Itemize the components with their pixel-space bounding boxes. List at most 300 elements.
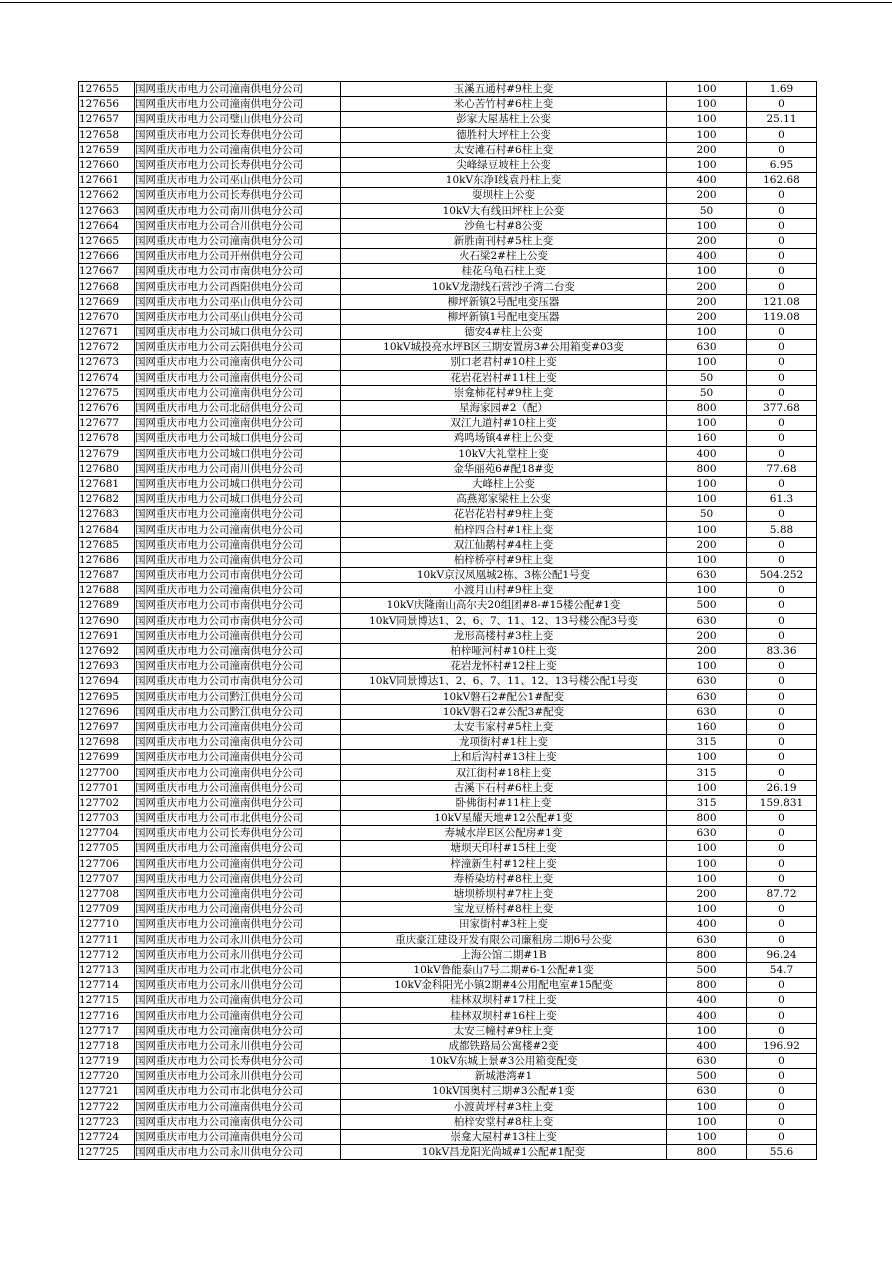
cell-transformer-name: 塘坝桥坝村#7柱上变 [341, 886, 667, 901]
cell-id: 127659 [79, 142, 135, 157]
cell-id: 127680 [79, 461, 135, 476]
cell-value: 0 [747, 279, 817, 294]
cell-company: 国网重庆市电力公司潼南供电分公司 [135, 233, 341, 248]
cell-capacity: 160 [667, 719, 747, 734]
cell-value: 77.68 [747, 461, 817, 476]
cell-company: 国网重庆市电力公司潼南供电分公司 [135, 370, 341, 385]
cell-company: 国网重庆市电力公司巫山供电分公司 [135, 294, 341, 309]
cell-company: 国网重庆市电力公司潼南供电分公司 [135, 385, 341, 400]
cell-transformer-name: 双江仙鹅村#4柱上变 [341, 537, 667, 552]
cell-transformer-name: 小渡黄坪村#3柱上变 [341, 1099, 667, 1114]
cell-value: 5.88 [747, 522, 817, 537]
table-row [79, 1038, 817, 1053]
cell-id: 127724 [79, 1129, 135, 1144]
table-row [79, 1069, 817, 1084]
cell-capacity: 400 [667, 1008, 747, 1023]
cell-id: 127690 [79, 613, 135, 628]
table-row [79, 993, 817, 1008]
cell-value: 0 [747, 203, 817, 218]
cell-value: 0 [747, 1099, 817, 1114]
cell-transformer-name: 柳坪新镇2号配电变压器 [341, 294, 667, 309]
cell-capacity: 100 [667, 127, 747, 142]
cell-company: 国网重庆市电力公司合川供电分公司 [135, 218, 341, 233]
cell-transformer-name: 双江九道村#10柱上变 [341, 416, 667, 431]
cell-company: 国网重庆市电力公司巫山供电分公司 [135, 173, 341, 188]
table-row [79, 97, 817, 112]
cell-id: 127661 [79, 173, 135, 188]
cell-capacity: 100 [667, 1129, 747, 1144]
cell-company: 国网重庆市电力公司城口供电分公司 [135, 431, 341, 446]
cell-capacity: 160 [667, 431, 747, 446]
cell-value: 83.36 [747, 643, 817, 658]
cell-capacity: 200 [667, 628, 747, 643]
table-row [79, 932, 817, 947]
table-row [79, 643, 817, 658]
cell-value: 0 [747, 1054, 817, 1069]
cell-company: 国网重庆市电力公司开州供电分公司 [135, 249, 341, 264]
cell-transformer-name: 别口老君村#10柱上变 [341, 355, 667, 370]
cell-value: 0 [747, 689, 817, 704]
cell-id: 127703 [79, 811, 135, 826]
cell-company: 国网重庆市电力公司城口供电分公司 [135, 325, 341, 340]
cell-capacity: 500 [667, 1069, 747, 1084]
cell-value: 0 [747, 978, 817, 993]
cell-value: 0 [747, 871, 817, 886]
cell-transformer-name: 上海公馆二期#1B [341, 947, 667, 962]
cell-value: 0 [747, 932, 817, 947]
cell-capacity: 100 [667, 841, 747, 856]
cell-capacity: 400 [667, 993, 747, 1008]
cell-company: 国网重庆市电力公司黔江供电分公司 [135, 704, 341, 719]
cell-capacity: 100 [667, 750, 747, 765]
cell-id: 127657 [79, 112, 135, 127]
cell-transformer-name: 10kV金科阳光小镇2期#4公用配电室#15配变 [341, 978, 667, 993]
cell-value: 0 [747, 628, 817, 643]
cell-capacity: 630 [667, 1084, 747, 1099]
table-row [79, 461, 817, 476]
table-row [79, 1008, 817, 1023]
table-row [79, 978, 817, 993]
cell-id: 127679 [79, 446, 135, 461]
table-row [79, 82, 817, 97]
cell-value: 0 [747, 431, 817, 446]
cell-capacity: 100 [667, 1114, 747, 1129]
table-row [79, 841, 817, 856]
cell-transformer-name: 太安韦家村#5柱上变 [341, 719, 667, 734]
table-row [79, 719, 817, 734]
cell-company: 国网重庆市电力公司潼南供电分公司 [135, 82, 341, 97]
cell-company: 国网重庆市电力公司城口供电分公司 [135, 446, 341, 461]
table-row [79, 507, 817, 522]
cell-id: 127658 [79, 127, 135, 142]
table-row [79, 218, 817, 233]
cell-company: 国网重庆市电力公司潼南供电分公司 [135, 780, 341, 795]
table-row [79, 871, 817, 886]
cell-capacity: 100 [667, 157, 747, 172]
cell-value: 0 [747, 902, 817, 917]
table-row [79, 902, 817, 917]
cell-id: 127714 [79, 978, 135, 993]
cell-capacity: 200 [667, 233, 747, 248]
table-row [79, 750, 817, 765]
cell-company: 国网重庆市电力公司璧山供电分公司 [135, 112, 341, 127]
cell-capacity: 200 [667, 294, 747, 309]
cell-id: 127665 [79, 233, 135, 248]
cell-id: 127701 [79, 780, 135, 795]
cell-company: 国网重庆市电力公司永川供电分公司 [135, 1069, 341, 1084]
cell-transformer-name: 10kV大有线田坪柱上公变 [341, 203, 667, 218]
cell-company: 国网重庆市电力公司潼南供电分公司 [135, 719, 341, 734]
cell-id: 127667 [79, 264, 135, 279]
table-row [79, 355, 817, 370]
transformer-table [78, 81, 817, 1160]
cell-id: 127677 [79, 416, 135, 431]
cell-capacity: 315 [667, 795, 747, 810]
cell-id: 127723 [79, 1114, 135, 1129]
cell-value: 0 [747, 355, 817, 370]
cell-id: 127698 [79, 735, 135, 750]
cell-id: 127664 [79, 218, 135, 233]
cell-capacity: 100 [667, 583, 747, 598]
table-row [79, 157, 817, 172]
cell-value: 0 [747, 659, 817, 674]
cell-id: 127681 [79, 476, 135, 491]
cell-transformer-name: 龙形高楼村#3柱上变 [341, 628, 667, 643]
cell-capacity: 200 [667, 142, 747, 157]
table-row [79, 811, 817, 826]
cell-transformer-name: 大峰柱上公变 [341, 476, 667, 491]
cell-transformer-name: 梓潼新生村#12柱上变 [341, 856, 667, 871]
table-row [79, 704, 817, 719]
table-row [79, 568, 817, 583]
cell-company: 国网重庆市电力公司潼南供电分公司 [135, 1099, 341, 1114]
cell-company: 国网重庆市电力公司永川供电分公司 [135, 1145, 341, 1160]
table-row [79, 370, 817, 385]
cell-transformer-name: 10kV鲁能泰山7号二期#6-1公配#1变 [341, 962, 667, 977]
cell-transformer-name: 花岩花岩村#9柱上变 [341, 507, 667, 522]
cell-transformer-name: 10kV国奥村三期#3公配#1变 [341, 1084, 667, 1099]
cell-id: 127715 [79, 993, 135, 1008]
cell-value: 121.08 [747, 294, 817, 309]
cell-value: 61.3 [747, 492, 817, 507]
cell-id: 127684 [79, 522, 135, 537]
cell-company: 国网重庆市电力公司市南供电分公司 [135, 674, 341, 689]
cell-transformer-name: 花岩花岩村#11柱上变 [341, 370, 667, 385]
cell-value: 159.831 [747, 795, 817, 810]
cell-capacity: 630 [667, 689, 747, 704]
cell-capacity: 100 [667, 1099, 747, 1114]
cell-company: 国网重庆市电力公司潼南供电分公司 [135, 795, 341, 810]
cell-id: 127708 [79, 886, 135, 901]
cell-value: 0 [747, 1008, 817, 1023]
table-row [79, 309, 817, 324]
cell-transformer-name: 德胜村大坪柱上公变 [341, 127, 667, 142]
cell-company: 国网重庆市电力公司潼南供电分公司 [135, 583, 341, 598]
cell-company: 国网重庆市电力公司潼南供电分公司 [135, 765, 341, 780]
cell-transformer-name: 柏梓桥亭村#9柱上变 [341, 552, 667, 567]
cell-capacity: 315 [667, 765, 747, 780]
cell-id: 127673 [79, 355, 135, 370]
cell-capacity: 630 [667, 704, 747, 719]
cell-value: 0 [747, 340, 817, 355]
cell-value: 0 [747, 249, 817, 264]
cell-transformer-name: 小渡月山村#9柱上变 [341, 583, 667, 598]
cell-capacity: 50 [667, 370, 747, 385]
cell-id: 127688 [79, 583, 135, 598]
cell-id: 127702 [79, 795, 135, 810]
cell-transformer-name: 卧佛街村#11柱上变 [341, 795, 667, 810]
cell-transformer-name: 桂林双坝村#16柱上变 [341, 1008, 667, 1023]
cell-id: 127717 [79, 1023, 135, 1038]
cell-value: 0 [747, 1114, 817, 1129]
cell-value: 0 [747, 97, 817, 112]
cell-capacity: 200 [667, 537, 747, 552]
cell-company: 国网重庆市电力公司长寿供电分公司 [135, 127, 341, 142]
table-row [79, 659, 817, 674]
cell-value: 0 [747, 385, 817, 400]
cell-company: 国网重庆市电力公司长寿供电分公司 [135, 157, 341, 172]
table-row [79, 735, 817, 750]
cell-id: 127693 [79, 659, 135, 674]
cell-transformer-name: 成都铁路局公寓楼#2变 [341, 1038, 667, 1053]
cell-transformer-name: 10kV昌龙阳光尚城#1公配#1配变 [341, 1145, 667, 1160]
cell-transformer-name: 10kV东净I线袁丹柱上变 [341, 173, 667, 188]
cell-value: 0 [747, 218, 817, 233]
cell-capacity: 100 [667, 97, 747, 112]
cell-capacity: 630 [667, 568, 747, 583]
cell-company: 国网重庆市电力公司南川供电分公司 [135, 203, 341, 218]
table-row [79, 400, 817, 415]
table-row [79, 689, 817, 704]
cell-transformer-name: 新胜南刊村#5柱上变 [341, 233, 667, 248]
cell-transformer-name: 柏梓四合村#1柱上变 [341, 522, 667, 537]
cell-capacity: 50 [667, 203, 747, 218]
cell-company: 国网重庆市电力公司城口供电分公司 [135, 492, 341, 507]
table-row [79, 385, 817, 400]
cell-transformer-name: 玉溪五通村#9柱上变 [341, 82, 667, 97]
table-row [79, 1145, 817, 1160]
cell-id: 127672 [79, 340, 135, 355]
cell-value: 87.72 [747, 886, 817, 901]
cell-value: 0 [747, 476, 817, 491]
cell-id: 127707 [79, 871, 135, 886]
cell-capacity: 200 [667, 643, 747, 658]
cell-value: 0 [747, 507, 817, 522]
cell-capacity: 400 [667, 446, 747, 461]
table-row [79, 294, 817, 309]
cell-id: 127695 [79, 689, 135, 704]
cell-value: 0 [747, 1069, 817, 1084]
cell-value: 0 [747, 127, 817, 142]
cell-transformer-name: 田家街村#3柱上变 [341, 917, 667, 932]
cell-id: 127687 [79, 568, 135, 583]
table-row [79, 856, 817, 871]
cell-id: 127711 [79, 932, 135, 947]
table-row [79, 1084, 817, 1099]
cell-transformer-name: 10kV龙渤线石营沙子湾二台变 [341, 279, 667, 294]
cell-capacity: 100 [667, 522, 747, 537]
table-row [79, 552, 817, 567]
cell-transformer-name: 龙项街村#1柱上变 [341, 735, 667, 750]
table-row [79, 795, 817, 810]
cell-capacity: 100 [667, 112, 747, 127]
cell-company: 国网重庆市电力公司潼南供电分公司 [135, 522, 341, 537]
table-row [79, 446, 817, 461]
cell-capacity: 500 [667, 962, 747, 977]
cell-capacity: 100 [667, 416, 747, 431]
cell-id: 127718 [79, 1038, 135, 1053]
cell-capacity: 800 [667, 947, 747, 962]
cell-capacity: 630 [667, 340, 747, 355]
cell-capacity: 100 [667, 856, 747, 871]
cell-id: 127660 [79, 157, 135, 172]
cell-company: 国网重庆市电力公司巫山供电分公司 [135, 309, 341, 324]
cell-company: 国网重庆市电力公司潼南供电分公司 [135, 1129, 341, 1144]
cell-company: 国网重庆市电力公司云阳供电分公司 [135, 340, 341, 355]
cell-value: 0 [747, 552, 817, 567]
cell-transformer-name: 古溪下石村#6柱上变 [341, 780, 667, 795]
cell-transformer-name: 10kV城投亮水坪B区三期安置房3#公用箱变#03变 [341, 340, 667, 355]
cell-company: 国网重庆市电力公司潼南供电分公司 [135, 841, 341, 856]
cell-company: 国网重庆市电力公司潼南供电分公司 [135, 142, 341, 157]
table-row [79, 522, 817, 537]
cell-capacity: 100 [667, 780, 747, 795]
table-row [79, 1099, 817, 1114]
cell-transformer-name: 上和后沟村#13柱上变 [341, 750, 667, 765]
cell-value: 96.24 [747, 947, 817, 962]
table-row [79, 249, 817, 264]
table-row [79, 112, 817, 127]
table-row [79, 325, 817, 340]
cell-transformer-name: 寿桥染坊村#8柱上变 [341, 871, 667, 886]
cell-transformer-name: 寿城水岸E区公配房#1变 [341, 826, 667, 841]
cell-capacity: 50 [667, 385, 747, 400]
cell-transformer-name: 10kV同景博达1、2、6、7、11、12、13号楼公配3号变 [341, 613, 667, 628]
cell-capacity: 100 [667, 325, 747, 340]
cell-value: 504.252 [747, 568, 817, 583]
cell-transformer-name: 鸡鸣场镇4#柱上公变 [341, 431, 667, 446]
cell-value: 0 [747, 750, 817, 765]
cell-company: 国网重庆市电力公司潼南供电分公司 [135, 1023, 341, 1038]
cell-capacity: 200 [667, 309, 747, 324]
cell-company: 国网重庆市电力公司永川供电分公司 [135, 932, 341, 947]
cell-transformer-name: 崇龛柿花村#9柱上变 [341, 385, 667, 400]
cell-transformer-name: 柳坪新镇1号配电变压器 [341, 309, 667, 324]
table-row [79, 780, 817, 795]
cell-value: 0 [747, 719, 817, 734]
cell-id: 127697 [79, 719, 135, 734]
table-row [79, 537, 817, 552]
cell-transformer-name: 重庆豪江建设开发有限公司廉租房二期6号公变 [341, 932, 667, 947]
cell-value: 0 [747, 826, 817, 841]
cell-company: 国网重庆市电力公司潼南供电分公司 [135, 871, 341, 886]
cell-value: 25.11 [747, 112, 817, 127]
cell-capacity: 100 [667, 82, 747, 97]
cell-id: 127674 [79, 370, 135, 385]
cell-transformer-name: 火石梁2#柱上公变 [341, 249, 667, 264]
cell-capacity: 50 [667, 507, 747, 522]
cell-transformer-name: 桂林双坝村#17柱上变 [341, 993, 667, 1008]
cell-company: 国网重庆市电力公司长寿供电分公司 [135, 826, 341, 841]
cell-value: 0 [747, 446, 817, 461]
cell-capacity: 400 [667, 1038, 747, 1053]
cell-value: 162.68 [747, 173, 817, 188]
cell-id: 127683 [79, 507, 135, 522]
cell-transformer-name: 10kV星耀天地#12公配#1变 [341, 811, 667, 826]
cell-id: 127668 [79, 279, 135, 294]
cell-company: 国网重庆市电力公司市南供电分公司 [135, 598, 341, 613]
cell-id: 127685 [79, 537, 135, 552]
table-row [79, 917, 817, 932]
cell-id: 127700 [79, 765, 135, 780]
cell-value: 0 [747, 416, 817, 431]
cell-company: 国网重庆市电力公司潼南供电分公司 [135, 750, 341, 765]
cell-transformer-name: 新城港湾#1 [341, 1069, 667, 1084]
cell-id: 127676 [79, 400, 135, 415]
cell-value: 54.7 [747, 962, 817, 977]
cell-id: 127710 [79, 917, 135, 932]
cell-transformer-name: 塘坝天印村#15柱上变 [341, 841, 667, 856]
table-row [79, 279, 817, 294]
cell-id: 127656 [79, 97, 135, 112]
cell-id: 127675 [79, 385, 135, 400]
cell-capacity: 100 [667, 659, 747, 674]
cell-value: 0 [747, 735, 817, 750]
cell-company: 国网重庆市电力公司潼南供电分公司 [135, 1008, 341, 1023]
table-row [79, 431, 817, 446]
cell-capacity: 630 [667, 826, 747, 841]
cell-id: 127725 [79, 1145, 135, 1160]
cell-transformer-name: 10kV大礼堂柱上变 [341, 446, 667, 461]
cell-company: 国网重庆市电力公司永川供电分公司 [135, 947, 341, 962]
table-body [79, 82, 817, 1160]
cell-id: 127705 [79, 841, 135, 856]
cell-company: 国网重庆市电力公司潼南供电分公司 [135, 416, 341, 431]
cell-company: 国网重庆市电力公司市北供电分公司 [135, 962, 341, 977]
cell-capacity: 100 [667, 871, 747, 886]
table-row [79, 476, 817, 491]
cell-company: 国网重庆市电力公司永川供电分公司 [135, 978, 341, 993]
cell-value: 0 [747, 1129, 817, 1144]
cell-company: 国网重庆市电力公司南川供电分公司 [135, 461, 341, 476]
cell-id: 127669 [79, 294, 135, 309]
cell-value: 0 [747, 598, 817, 613]
cell-value: 0 [747, 188, 817, 203]
cell-value: 0 [747, 811, 817, 826]
cell-value: 196.92 [747, 1038, 817, 1053]
table-row [79, 340, 817, 355]
cell-id: 127689 [79, 598, 135, 613]
cell-value: 26.19 [747, 780, 817, 795]
table-row [79, 962, 817, 977]
cell-transformer-name: 柏梓哑河村#10柱上变 [341, 643, 667, 658]
cell-transformer-name: 金华丽苑6#配18#变 [341, 461, 667, 476]
cell-capacity: 200 [667, 188, 747, 203]
cell-transformer-name: 10kV同景博达1、2、6、7、11、12、13号楼公配1号变 [341, 674, 667, 689]
cell-value: 0 [747, 704, 817, 719]
cell-capacity: 100 [667, 264, 747, 279]
cell-company: 国网重庆市电力公司潼南供电分公司 [135, 355, 341, 370]
cell-company: 国网重庆市电力公司潼南供电分公司 [135, 537, 341, 552]
cell-company: 国网重庆市电力公司潼南供电分公司 [135, 886, 341, 901]
cell-capacity: 100 [667, 218, 747, 233]
cell-value: 0 [747, 142, 817, 157]
cell-capacity: 400 [667, 249, 747, 264]
cell-capacity: 630 [667, 932, 747, 947]
cell-value: 0 [747, 856, 817, 871]
cell-capacity: 800 [667, 1145, 747, 1160]
cell-company: 国网重庆市电力公司长寿供电分公司 [135, 188, 341, 203]
